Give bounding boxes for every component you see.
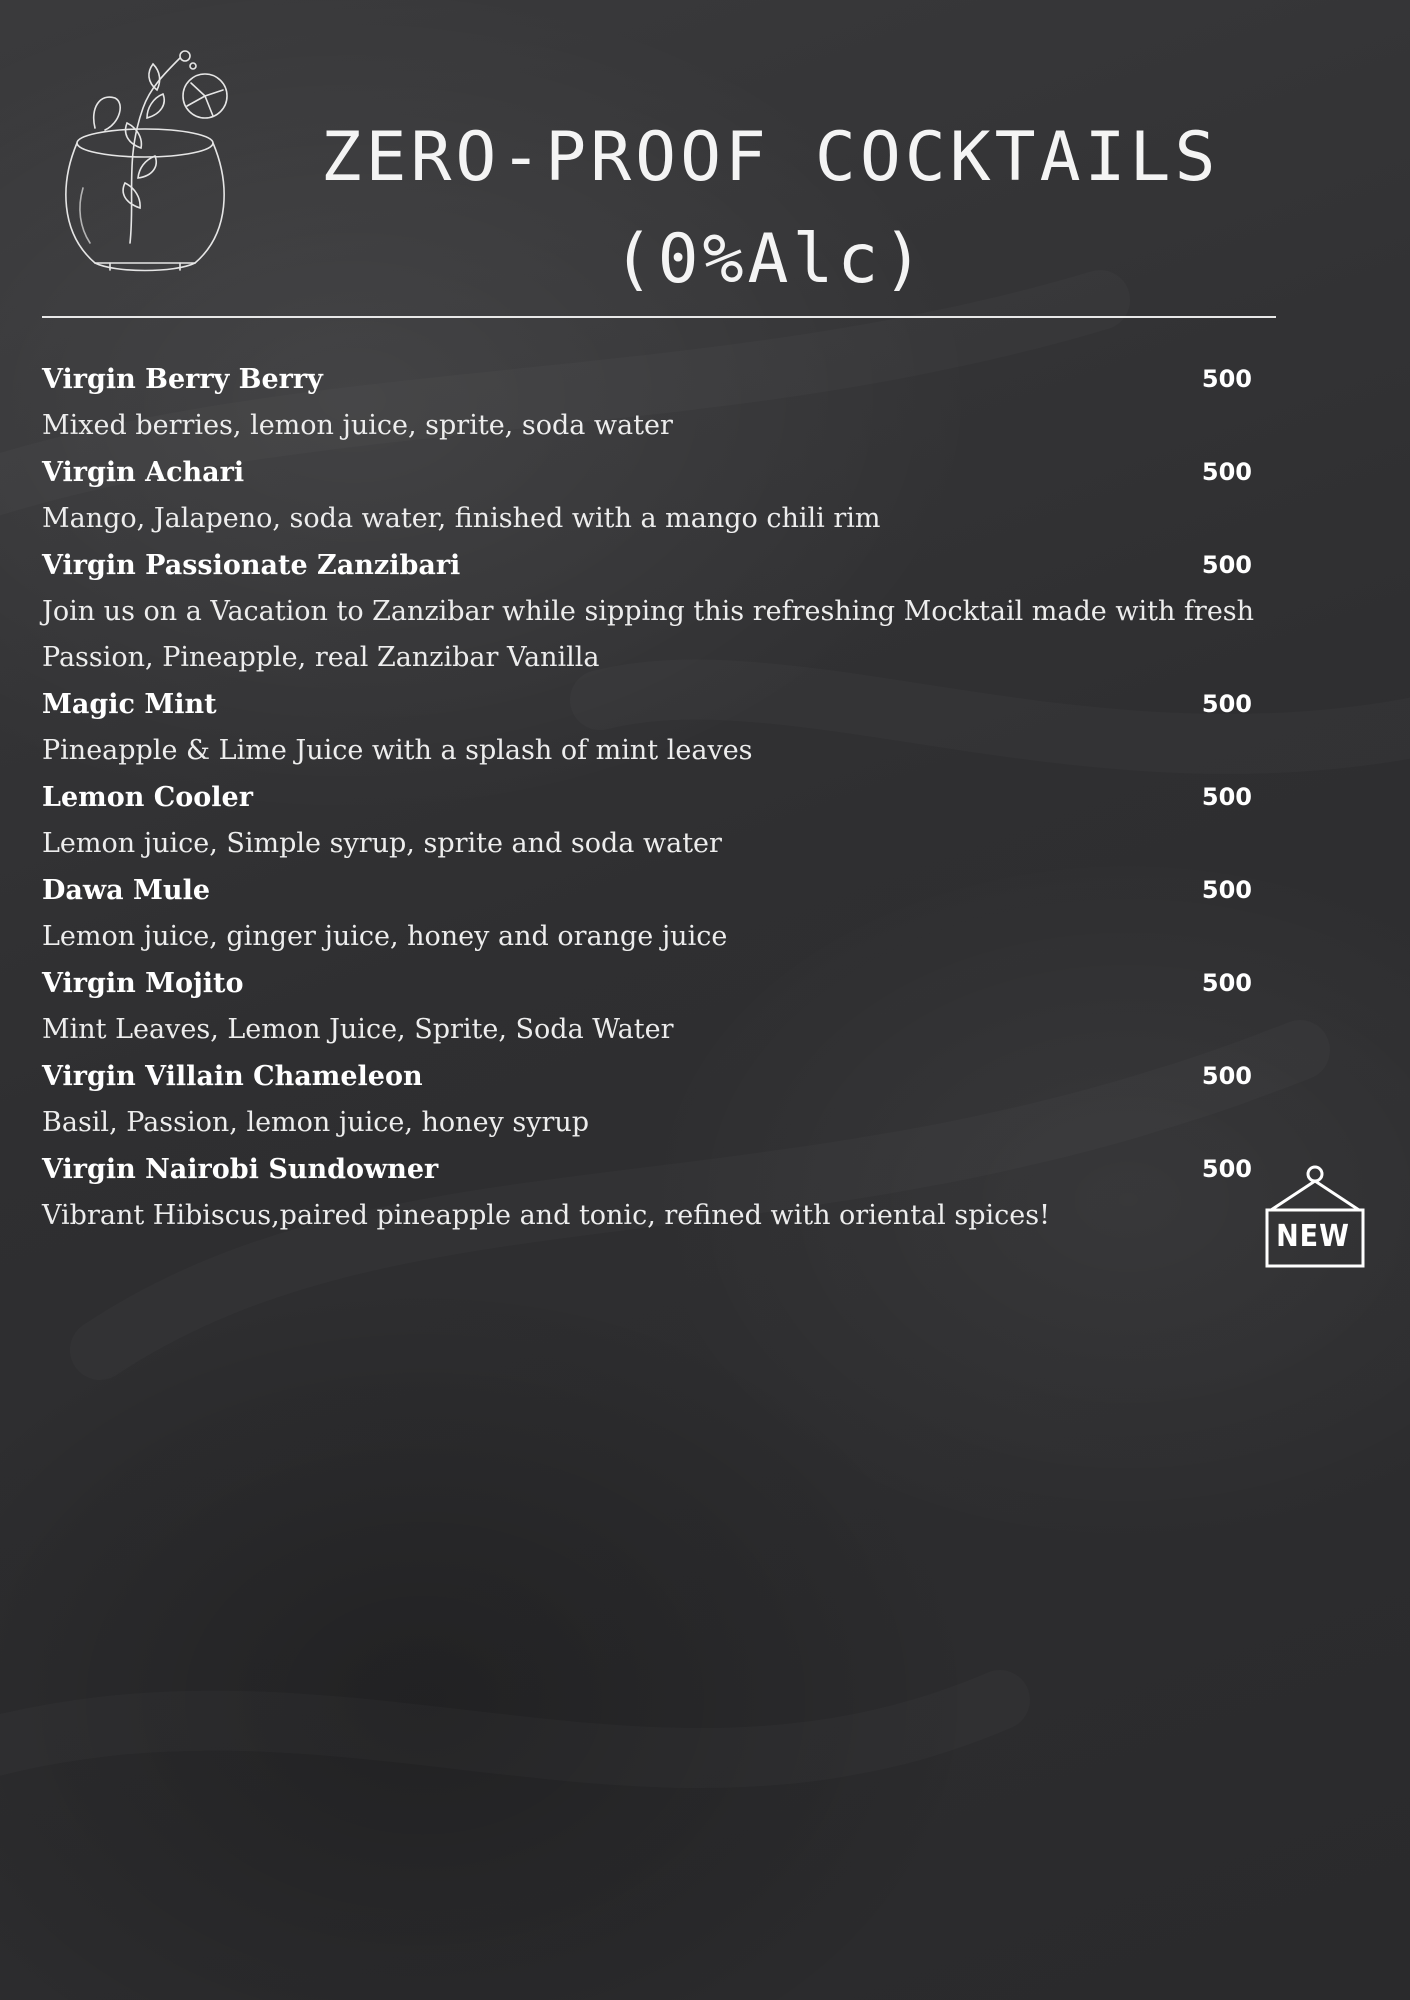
new-badge-label: NEW <box>1276 1219 1350 1254</box>
item-price: 500 <box>1201 876 1252 904</box>
menu-item <box>42 449 1292 542</box>
menu-item <box>42 542 1292 681</box>
item-name: Virgin Mojito <box>42 968 244 999</box>
item-price: 500 <box>1201 1155 1252 1183</box>
page-title: ZERO-PROOF COCKTAILS <box>320 118 1220 197</box>
menu-item <box>42 356 1292 449</box>
menu-item <box>42 867 1292 960</box>
menu-list <box>42 356 1292 1239</box>
page-subtitle: (0%Alc) <box>612 220 928 299</box>
item-name: Magic Mint <box>42 689 217 720</box>
menu-item <box>42 774 1292 867</box>
item-name: Virgin Passionate Zanzibari <box>42 550 461 581</box>
item-name: Virgin Nairobi Sundowner <box>42 1154 439 1185</box>
item-price: 500 <box>1201 783 1252 811</box>
item-description: Mango, Jalapeno, soda water, finished with a mango chili rim <box>42 503 881 534</box>
item-price: 500 <box>1201 458 1252 486</box>
item-description: Mint Leaves, Lemon Juice, Sprite, Soda Water <box>42 1014 674 1045</box>
item-name: Virgin Villain Chameleon <box>42 1061 423 1092</box>
menu-item <box>42 960 1292 1053</box>
item-price: 500 <box>1201 365 1252 393</box>
item-name: Lemon Cooler <box>42 782 253 813</box>
item-description: Lemon juice, Simple syrup, sprite and soda water <box>42 828 722 859</box>
title-divider <box>42 316 1276 318</box>
item-description: Mixed berries, lemon juice, sprite, soda water <box>42 410 673 441</box>
item-name: Dawa Mule <box>42 875 210 906</box>
item-description: Join us on a Vacation to Zanzibar while sipping this refreshing Mocktail made with fresh Passion, Pineapple, real Zanzibar Vanilla <box>42 596 1255 673</box>
menu-item <box>42 1053 1292 1146</box>
item-price: 500 <box>1201 1062 1252 1090</box>
new-badge <box>1263 1160 1368 1272</box>
item-name: Virgin Achari <box>42 457 245 488</box>
item-description: Basil, Passion, lemon juice, honey syrup <box>42 1107 590 1138</box>
item-price: 500 <box>1201 969 1252 997</box>
menu-item <box>42 1146 1292 1239</box>
item-name: Virgin Berry Berry <box>42 364 323 395</box>
item-price: 500 <box>1201 551 1252 579</box>
item-price: 500 <box>1201 690 1252 718</box>
item-description: Lemon juice, ginger juice, honey and orange juice <box>42 921 728 952</box>
item-description: Vibrant Hibiscus,paired pineapple and tonic, refined with oriental spices! <box>42 1200 1050 1231</box>
cocktail-glass-icon <box>55 48 235 283</box>
item-description: Pineapple & Lime Juice with a splash of mint leaves <box>42 735 753 766</box>
menu-item <box>42 681 1292 774</box>
